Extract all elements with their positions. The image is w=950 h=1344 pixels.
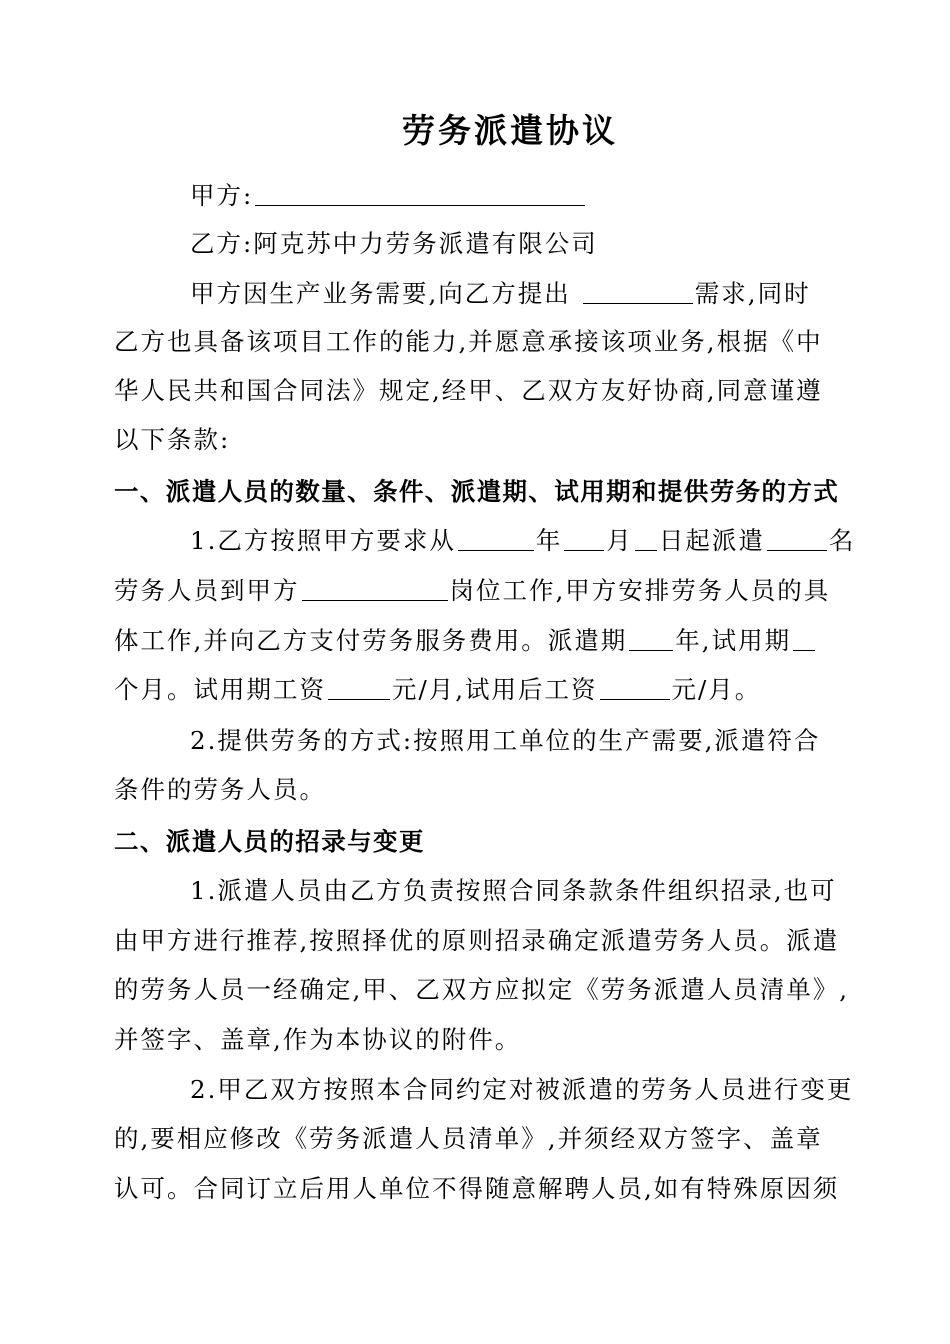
probation-months-blank[interactable]	[793, 626, 815, 651]
start-month-blank[interactable]	[564, 526, 604, 551]
s2-p2-line-3: 认可。合同订立后用人单位不得随意解聘人员,如有特殊原因须	[114, 1174, 840, 1203]
s1-p1-line-1: 1.乙方按照甲方要求从 年 月 日起派遣 名	[190, 526, 856, 555]
s2-p2-line-2: 的,要相应修改《劳务派遣人员清单》,并须经双方签字、盖章	[114, 1124, 823, 1153]
s1-p2-line-2: 条件的劳务人员。	[114, 775, 326, 804]
probation-wage-blank[interactable]	[328, 675, 390, 700]
s1-p1-line-3: 体工作,并向乙方支付劳务服务费用。派遣期 年,试用期	[114, 625, 817, 657]
start-day-blank[interactable]	[635, 526, 657, 551]
intro-line-4: 以下条款:	[114, 425, 231, 454]
document-title: 劳务派遣协议	[402, 111, 618, 150]
demand-blank[interactable]	[583, 279, 693, 304]
party-b-line: 乙方:阿克苏中力劳务派遣有限公司	[190, 229, 598, 258]
s2-p1-line-1: 1.派遣人员由乙方负责按照合同条款条件组织招录,也可	[190, 876, 837, 905]
s1-p1-line-2: 劳务人员到甲方 岗位工作,甲方安排劳务人员的具	[114, 576, 831, 605]
regular-wage-blank[interactable]	[600, 675, 670, 700]
intro-line-2: 乙方也具备该项目工作的能力,并愿意承接该项业务,根据《中	[114, 327, 823, 356]
intro-line-3: 华人民共和国合同法》规定,经甲、乙双方友好协商,同意谨遵	[114, 376, 823, 405]
party-a-blank[interactable]	[255, 181, 585, 206]
s2-p1-line-4: 并签字、盖章,作为本协议的附件。	[114, 1025, 522, 1054]
s2-p1-line-2: 由甲方进行推荐,按照择优的原则招录确定派遣劳务人员。派遣	[114, 926, 840, 955]
s2-p1-line-3: 的劳务人员一经确定,甲、乙双方应拟定《劳务派遣人员清单》,	[114, 975, 850, 1004]
intro-line-1: 甲方因生产业务需要,向乙方提出 需求,同时	[190, 279, 811, 308]
dispatch-years-blank[interactable]	[629, 626, 673, 651]
position-blank[interactable]	[302, 576, 448, 601]
s2-p2-line-1: 2.甲乙双方按照本合同约定对被派遣的劳务人员进行变更	[190, 1075, 854, 1104]
s1-p1-line-4: 个月。试用期工资 元/月,试用后工资 元/月。	[114, 675, 762, 704]
start-year-blank[interactable]	[458, 526, 534, 551]
party-a-label: 甲方:	[190, 181, 254, 210]
section-2-heading: 二、派遣人员的招录与变更	[114, 827, 425, 856]
s1-p2-line-1: 2.提供劳务的方式:按照用工单位的生产需要,派遣符合	[190, 726, 821, 755]
party-a-line	[190, 180, 587, 212]
headcount-blank[interactable]	[767, 526, 827, 551]
section-1-heading: 一、派遣人员的数量、条件、派遣期、试用期和提供劳务的方式	[114, 477, 840, 506]
